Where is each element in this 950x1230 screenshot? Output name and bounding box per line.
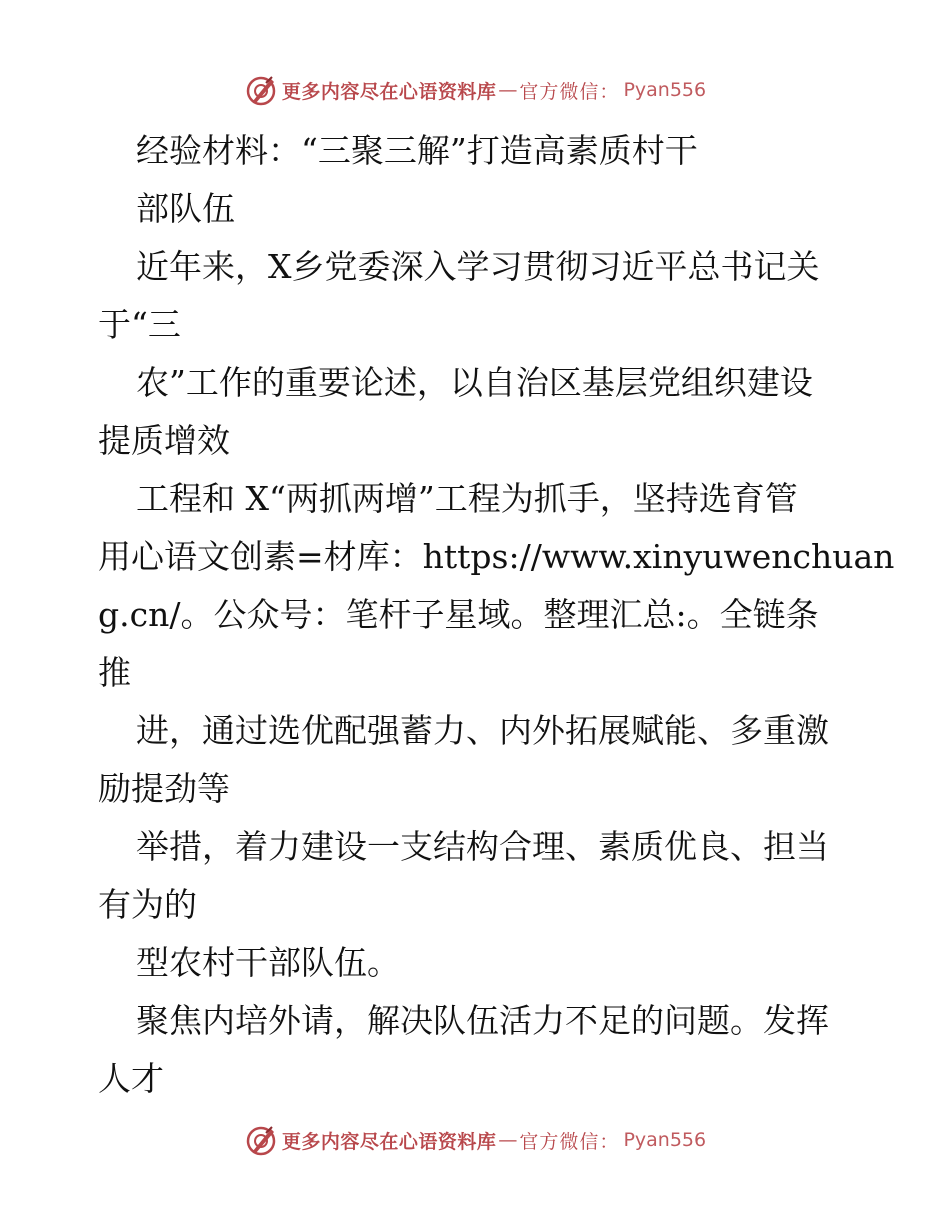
paragraph-line: 于“三 — [98, 305, 181, 344]
paragraph-line: 聚焦内培外请，解决队伍活力不足的问题。发挥 — [136, 1001, 829, 1040]
document-body — [98, 122, 895, 1108]
paragraph-line: 近年来，X乡党委深入学习贯彻习近平总书记关 — [136, 247, 820, 286]
banner-wechat-label: 官方微信： — [519, 80, 620, 103]
banner-wechat-handle: Pyan556 — [623, 79, 707, 101]
banner-wechat-label: 官方微信： — [519, 1130, 620, 1153]
document-title-line-1: 经验材料：“三聚三解”打造高素质村干 — [136, 131, 698, 170]
paragraph-line: 进，通过选优配强蓄力、内外拓展赋能、多重激 — [136, 711, 829, 750]
banner-dash: — — [498, 1129, 518, 1151]
quill-logo-icon — [244, 73, 278, 107]
paragraph-line: 举措，着力建设一支结构合理、素质优良、担当 — [136, 827, 829, 866]
paragraph-line: 人才 — [98, 1059, 164, 1098]
paragraph-line: 推 — [98, 653, 131, 692]
paragraph-line: 工程和 X“两抓两增”工程为抓手，坚持选育管 — [136, 479, 798, 518]
document-title-line-2: 部队伍 — [136, 189, 235, 228]
paragraph-line: 农”工作的重要论述，以自治区基层党组织建设 — [136, 363, 813, 402]
banner-lead-text: 更多内容尽在心语资料库 — [281, 1130, 497, 1153]
banner-wechat-handle: Pyan556 — [623, 1129, 707, 1151]
banner-dash: — — [498, 79, 518, 101]
paragraph-line: 励提劲等 — [98, 769, 230, 808]
paragraph-line: g.cn/。公众号：笔杆子星域。整理汇总:。全链条 — [98, 595, 819, 634]
footer-watermark-banner — [0, 1120, 950, 1160]
paragraph-line: 有为的 — [98, 885, 197, 924]
banner-lead-text: 更多内容尽在心语资料库 — [281, 80, 497, 103]
paragraph-line: 用心语文创素=材库：https://www.xinyuwenchuan — [98, 537, 895, 576]
paragraph-line: 型农村干部队伍。 — [136, 943, 400, 982]
quill-logo-icon — [244, 1123, 278, 1157]
paragraph-line: 提质增效 — [98, 421, 230, 460]
header-watermark-banner — [0, 70, 950, 110]
